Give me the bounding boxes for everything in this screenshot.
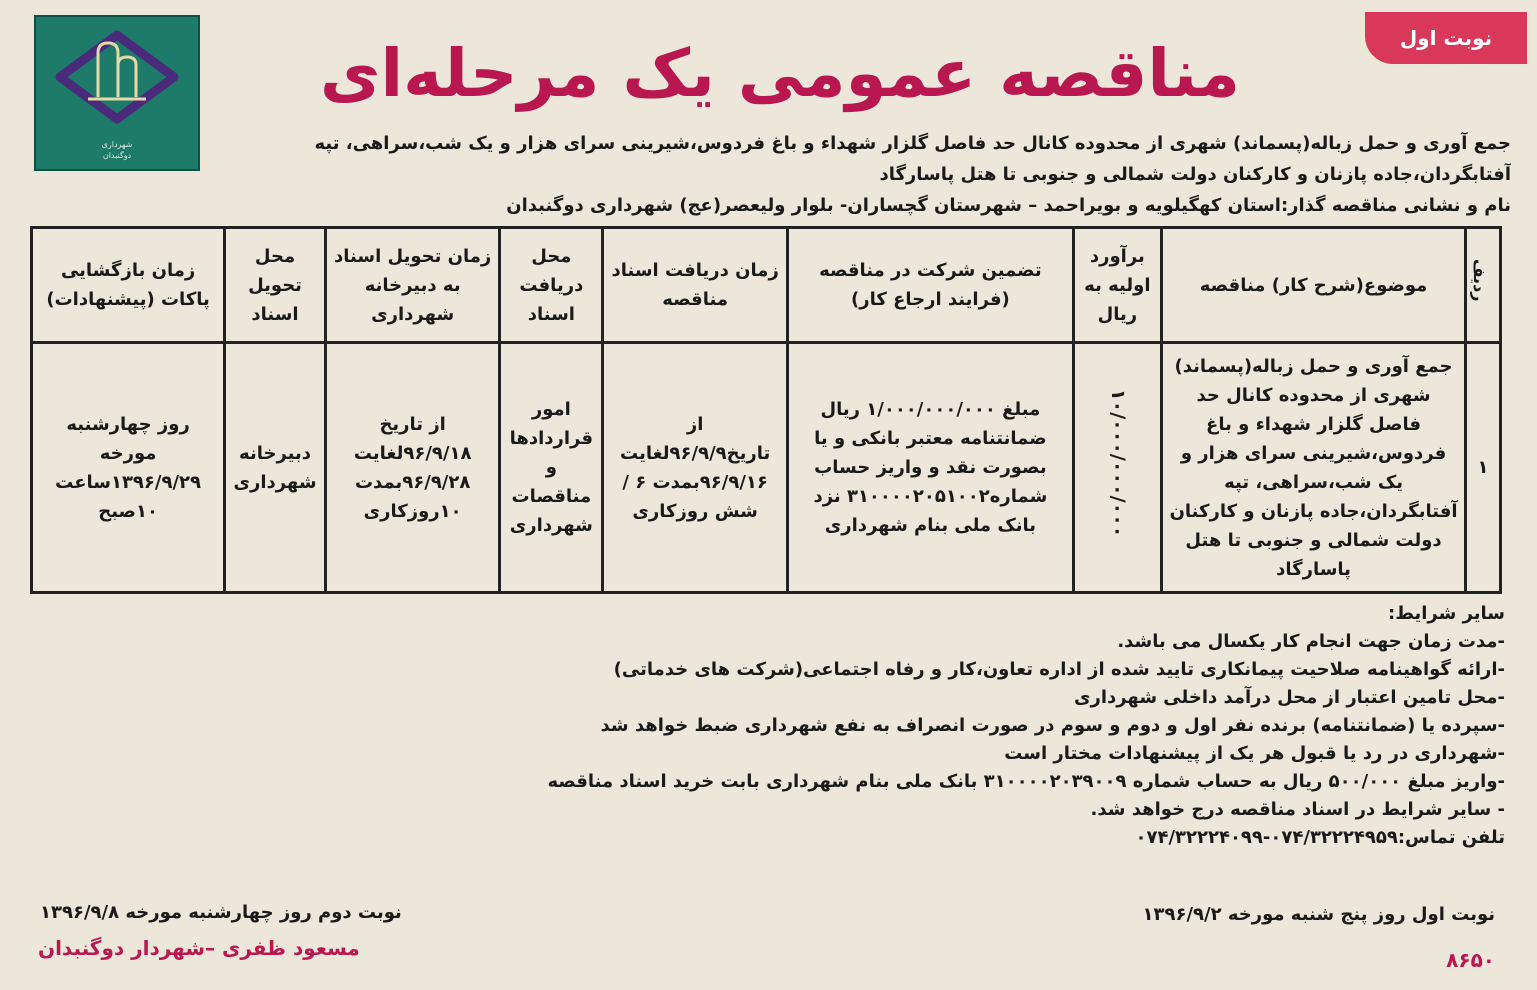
cell-delivery-place-text: دبیرخانه شهرداری (233, 442, 317, 493)
tenderer-address: نام و نشانی مناقصه گذار:استان کهگیلویه و بویراحمد – شهرستان گچساران- بلوار ولیعصر(عج) شهرداری دوگنبدان (506, 195, 1511, 216)
cell-subject (1162, 343, 1466, 593)
header-row-number-label: ردیف (1470, 259, 1489, 302)
header-opening: زمان بازگشایی پاکات (پیشنهادات) (32, 228, 225, 343)
condition-item: -واریز مبلغ ۵۰۰/۰۰۰ ریال به حساب شماره ۳۱۰۰۰۰۲۰۳۹۰۰۹ بانک ملی بنام شهرداری بابت خرید اسناد مناقصه (547, 771, 1505, 792)
mayor-signature: مسعود ظفری –شهردار دوگنبدان (38, 936, 360, 960)
header-guarantee: تضمین شرکت در مناقصه (فرایند ارجاع کار) (788, 228, 1074, 343)
round-badge: نوبت اول (1365, 12, 1527, 64)
contact-phone: تلفن تماس:۰۷۴/۳۲۲۲۴۹۵۹-۰۷۴/۳۲۲۲۴۰۹۹ (1135, 827, 1505, 848)
condition-item: - سایر شرایط در اسناد مناقصه درج خواهد شد. (1090, 799, 1505, 820)
logo-emblem-icon (48, 27, 186, 127)
header-receive-place: محل دریافت اسناد (500, 228, 603, 343)
header-receive-time: زمان دریافت اسناد مناقصه (603, 228, 788, 343)
cell-receive-time-text: از تاریخ۹۶/۹/۹لغایت ۹۶/۹/۱۶بمدت ۶ / شش روزکاری (620, 413, 771, 522)
header-estimate: برآورد اولیه به ریال (1073, 228, 1161, 343)
notice-title: مناقصه عمومی یک مرحله‌ای (319, 35, 1241, 112)
ad-code: ۸۶۵۰ (1446, 948, 1495, 972)
cell-receive-time (603, 343, 788, 593)
intro-line-1: جمع آوری و حمل زباله(پسماند) شهری از محدوده کانال حد فاصل گلزار شهداء و باغ فردوس،شیرینی سرای هزار و یک شب،سراهی، تپه (314, 133, 1511, 154)
condition-item: -سپرده یا (ضمانتنامه) برنده نفر اول و دوم و سوم در صورت انصراف به نفع شهرداری ضبط خواهد شد (600, 715, 1505, 736)
logo-caption (36, 139, 198, 161)
municipality-logo (34, 15, 200, 171)
conditions-heading: سایر شرایط: (1388, 603, 1505, 624)
second-round-date: نوبت دوم روز چهارشنبه مورخه ۱۳۹۶/۹/۸ (40, 902, 402, 923)
condition-item: -مدت زمان جهت انجام کار یکسال می باشد. (1117, 631, 1505, 652)
first-round-date: نوبت اول روز پنج شنبه مورخه ۱۳۹۶/۹/۲ (1142, 904, 1495, 925)
cell-opening-text: روز چهارشنبه مورخه ۱۳۹۶/۹/۲۹ساعت ۱۰صبح (55, 413, 202, 522)
cell-delivery-place (225, 343, 326, 593)
cell-delivery-time (325, 343, 500, 593)
cell-delivery-time-text: از تاریخ ۹۶/۹/۱۸لغایت ۹۶/۹/۲۸بمدت ۱۰روزکاری (353, 413, 472, 522)
other-conditions (405, 600, 1505, 852)
table-row (32, 343, 1501, 593)
intro-text (221, 128, 1511, 221)
header-delivery-time: زمان تحویل اسناد به دبیرخانه شهرداری (325, 228, 500, 343)
header-delivery-place: محل تحویل اسناد (225, 228, 326, 343)
cell-receive-place (500, 343, 603, 593)
cell-guarantee (788, 343, 1074, 593)
tender-table (30, 226, 1502, 594)
cell-row-number: ۱ (1466, 343, 1501, 593)
cell-opening (32, 343, 225, 593)
condition-item: -شهرداری در رد یا قبول هر یک از پیشنهادات مختار است (1004, 743, 1505, 764)
header-subject: موضوع(شرح کار) مناقصه (1162, 228, 1466, 343)
condition-item: -محل تامین اعتبار از محل درآمد داخلی شهرداری (1073, 687, 1505, 708)
cell-estimate (1073, 343, 1161, 593)
condition-item: -ارائه گواهینامه صلاحیت پیمانکاری تایید شده از اداره تعاون،کار و رفاه اجتماعی(شرکت های خدماتی) (613, 659, 1505, 680)
logo-caption-line2: دوگنبدان (102, 151, 132, 160)
logo-caption-line1: شهرداری (101, 140, 133, 149)
cell-subject-text: جمع آوری و حمل زباله(پسماند) شهری از محدوده کانال حد فاصل گلزار شهداء و باغ فردوس،شیرینی سرای هزار و یک شب،سراهی، تپه آفتابگردان،جاده پازنان و کارکنان دولت شمالی و جنوبی تا هتل پاسارگاد (1169, 355, 1458, 580)
table-header-row (32, 228, 1501, 343)
cell-estimate-text: ۱۰/۰۰۰/۰۰۰/۰۰۰ (1106, 388, 1129, 538)
cell-guarantee-text: مبلغ ۱/۰۰۰/۰۰۰/۰۰۰ ریال ضمانتنامه معتبر بانکی و یا بصورت نقد و واریز حساب شماره۳۱۰۰۰۰۲۰۵۱۰۰۲ نزد بانک ملی بنام شهرداری (813, 399, 1048, 536)
header-row-number (1466, 228, 1501, 343)
intro-line-2: آفتابگردان،جاده پازنان و کارکنان دولت شمالی و جنوبی تا هتل پاسارگاد (879, 164, 1511, 185)
cell-receive-place-text: امور قراردادها و مناقصات شهرداری (509, 399, 594, 536)
